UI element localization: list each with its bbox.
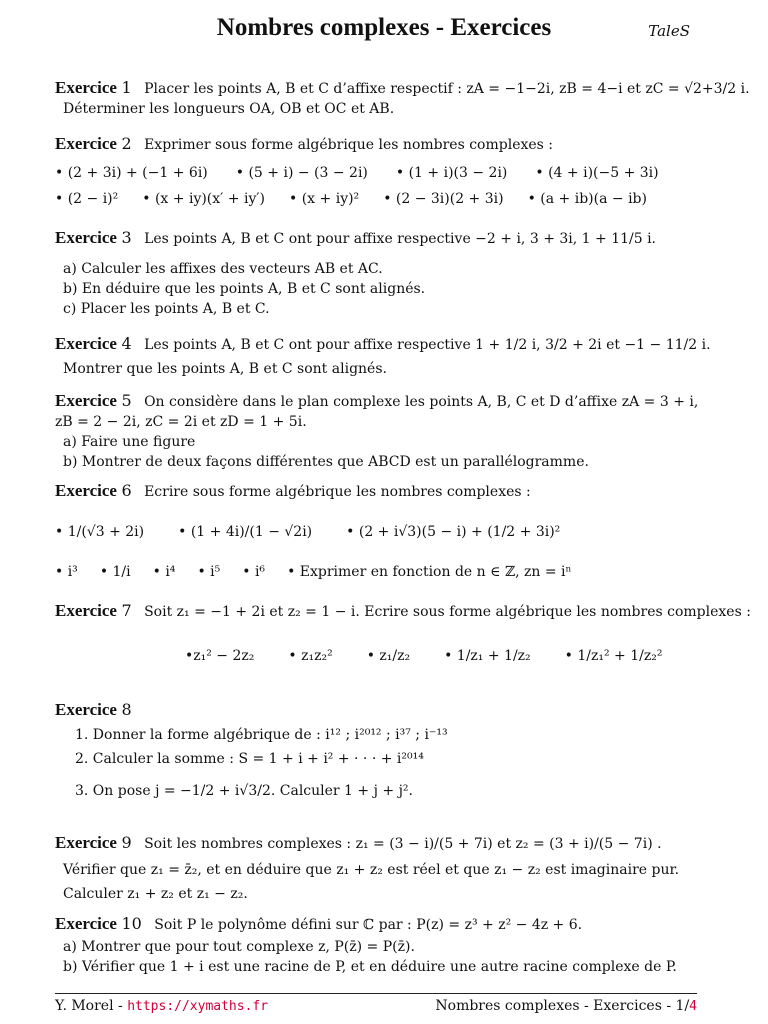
exercise-text: b) Montrer de deux façons différentes que ABCD est un parallélogramme. — [63, 454, 589, 470]
exercise-text: Les points A, B et C ont pour affixe respective −2 + i, 3 + 3i, 1 + 11/5 i. — [144, 231, 657, 247]
bullet-item: • (1 + i)(3 − 2i) — [395, 165, 508, 181]
page-footer — [55, 993, 697, 1014]
exercise-text: a) Calculer les affixes des vecteurs AB et AC. — [63, 261, 383, 277]
exercise-label: Exercice — [55, 134, 117, 153]
exercise-9 — [55, 833, 705, 904]
bullet-row — [55, 522, 705, 542]
page-title: Nombres complexes - Exercices — [216, 14, 552, 41]
exercise-text: zB = 2 − 2i, zC = 2i et zD = 1 + 5i. — [55, 414, 307, 430]
exercise-label: Exercice — [55, 833, 117, 852]
footer-link[interactable]: https://xymaths.fr — [127, 999, 269, 1014]
bullet-item: • i⁶ — [242, 564, 266, 580]
bullet-item: • (2 − i)² — [55, 191, 119, 207]
exercise-text: 1. Donner la forme algébrique de : i¹² ; i²⁰¹² ; i³⁷ ; i⁻¹³ — [75, 727, 448, 743]
bullet-item: •z₁² − 2z₂ — [185, 648, 255, 664]
exercise-text: Calculer z₁ + z₂ et z₁ − z₂. — [63, 886, 248, 902]
exercise-text: Soit z₁ = −1 + 2i et z₂ = 1 − i. Ecrire sous forme algébrique les nombres complexes : — [144, 604, 751, 620]
bullet-row — [55, 189, 705, 209]
exercise-label: Exercice — [55, 228, 117, 247]
exercise-text: c) Placer les points A, B et C. — [63, 301, 270, 317]
footer-title: Nombres complexes - Exercices - 1/ — [435, 998, 690, 1014]
exercise-number: 2 — [121, 134, 132, 153]
bullet-item: • 1/(√3 + 2i) — [55, 524, 145, 540]
exercise-3 — [55, 228, 705, 319]
exercise-text: Soit P le polynôme défini sur ℂ par : P(z) = z³ + z² − 4z + 6. — [154, 917, 583, 933]
exercise-2 — [55, 134, 705, 209]
exercise-text: a) Faire une figure — [63, 434, 196, 450]
exercise-label: Exercice — [55, 601, 117, 620]
bullet-item: • Exprimer en fonction de n ∈ ℤ, zn = iⁿ — [287, 564, 572, 580]
bullet-item: • i³ — [55, 564, 78, 580]
exercise-7 — [55, 601, 751, 666]
exercise-number: 3 — [121, 228, 132, 247]
bullet-item: • (2 + i√3)(5 − i) + (1/2 + 3i)² — [346, 524, 561, 540]
bullet-row — [55, 646, 705, 666]
bullet-item: • i⁴ — [152, 564, 176, 580]
exercise-number: 4 — [121, 334, 132, 353]
exercise-number: 6 — [121, 481, 132, 500]
bullet-item: • 1/z₁² + 1/z₂² — [564, 648, 663, 664]
exercise-number: 10 — [121, 914, 142, 933]
exercise-number: 7 — [121, 601, 132, 620]
exercise-text: Exprimer sous forme algébrique les nombres complexes : — [144, 137, 554, 153]
bullet-item: • z₁/z₂ — [366, 648, 411, 664]
exercise-text: 2. Calculer la somme : S = 1 + i + i² + · · · + i²⁰¹⁴ — [75, 751, 424, 767]
exercise-text: Ecrire sous forme algébrique les nombres complexes : — [144, 484, 531, 500]
exercise-number: 8 — [121, 700, 132, 719]
exercise-label: Exercice — [55, 481, 117, 500]
bullet-item: • i⁵ — [197, 564, 221, 580]
bullet-item: • (x + iy)² — [289, 191, 360, 207]
exercise-text: Les points A, B et C ont pour affixe respective 1 + 1/2 i, 3/2 + 2i et −1 − 11/2 i. — [144, 337, 711, 353]
exercise-text: Soit les nombres complexes : z₁ = (3 − i)/(5 + 7i) et z₂ = (3 + i)/(5 − 7i) . — [144, 836, 662, 852]
exercise-10 — [55, 914, 705, 977]
bullet-item: • 1/i — [99, 564, 131, 580]
bullet-row — [55, 163, 705, 183]
exercise-text: b) En déduire que les points A, B et C sont alignés. — [63, 281, 426, 297]
bullet-item: • (x + iy)(x′ + iy′) — [142, 191, 266, 207]
bullet-item: • 1/z₁ + 1/z₂ — [444, 648, 531, 664]
bullet-item: • (5 + i) − (3 − 2i) — [235, 165, 368, 181]
bullet-item: • (2 − 3i)(2 + 3i) — [383, 191, 504, 207]
exercise-number: 1 — [121, 78, 132, 97]
exercise-label: Exercice — [55, 700, 117, 719]
bullet-item: • (1 + 4i)/(1 − √2i) — [178, 524, 313, 540]
exercise-8 — [55, 700, 705, 801]
exercise-text: Montrer que les points A, B et C sont alignés. — [63, 361, 387, 377]
bullet-item: • (4 + i)(−5 + 3i) — [535, 165, 659, 181]
footer-left — [55, 998, 268, 1014]
exercise-5 — [55, 391, 705, 472]
footer-author: Y. Morel - — [55, 998, 128, 1014]
exercise-4 — [55, 334, 711, 379]
exercise-text: Déterminer les longueurs OA, OB et OC et AB. — [63, 101, 395, 117]
bullet-item: • (2 + 3i) + (−1 + 6i) — [55, 165, 208, 181]
exercise-text: a) Montrer que pour tout complexe z, P(z̄) = P(z̄). — [63, 939, 415, 955]
footer-right — [435, 998, 697, 1014]
exercise-number: 5 — [121, 391, 132, 410]
exercise-1 — [55, 78, 750, 119]
exercise-text: b) Vérifier que 1 + i est une racine de P, et en déduire une autre racine complexe de P. — [63, 959, 677, 975]
bullet-item: • z₁z₂² — [288, 648, 333, 664]
exercise-text: Vérifier que z₁ = z̄₂, et en déduire que z₁ + z₂ est réel et que z₁ − z₂ est imaginaire pur. — [63, 862, 680, 878]
exercise-text: On considère dans le plan complexe les points A, B, C et D d’affixe zA = 3 + i, — [144, 394, 699, 410]
exercise-6 — [55, 481, 705, 582]
exercise-label: Exercice — [55, 391, 117, 410]
exercise-text: 3. On pose j = −1/2 + i√3/2. Calculer 1 + j + j². — [75, 783, 413, 799]
bullet-row — [55, 562, 705, 582]
exercise-text: Placer les points A, B et C d’affixe respectif : zA = −1−2i, zB = 4−i et zC = √2+3/2 i. — [144, 81, 750, 97]
exercise-label: Exercice — [55, 914, 117, 933]
exercise-label: Exercice — [55, 78, 117, 97]
footer-page-total-link[interactable]: 4 — [689, 999, 697, 1014]
bullet-item: • (a + ib)(a − ib) — [527, 191, 647, 207]
class-level: TaleS — [648, 22, 690, 40]
exercise-number: 9 — [121, 833, 132, 852]
exercise-label: Exercice — [55, 334, 117, 353]
